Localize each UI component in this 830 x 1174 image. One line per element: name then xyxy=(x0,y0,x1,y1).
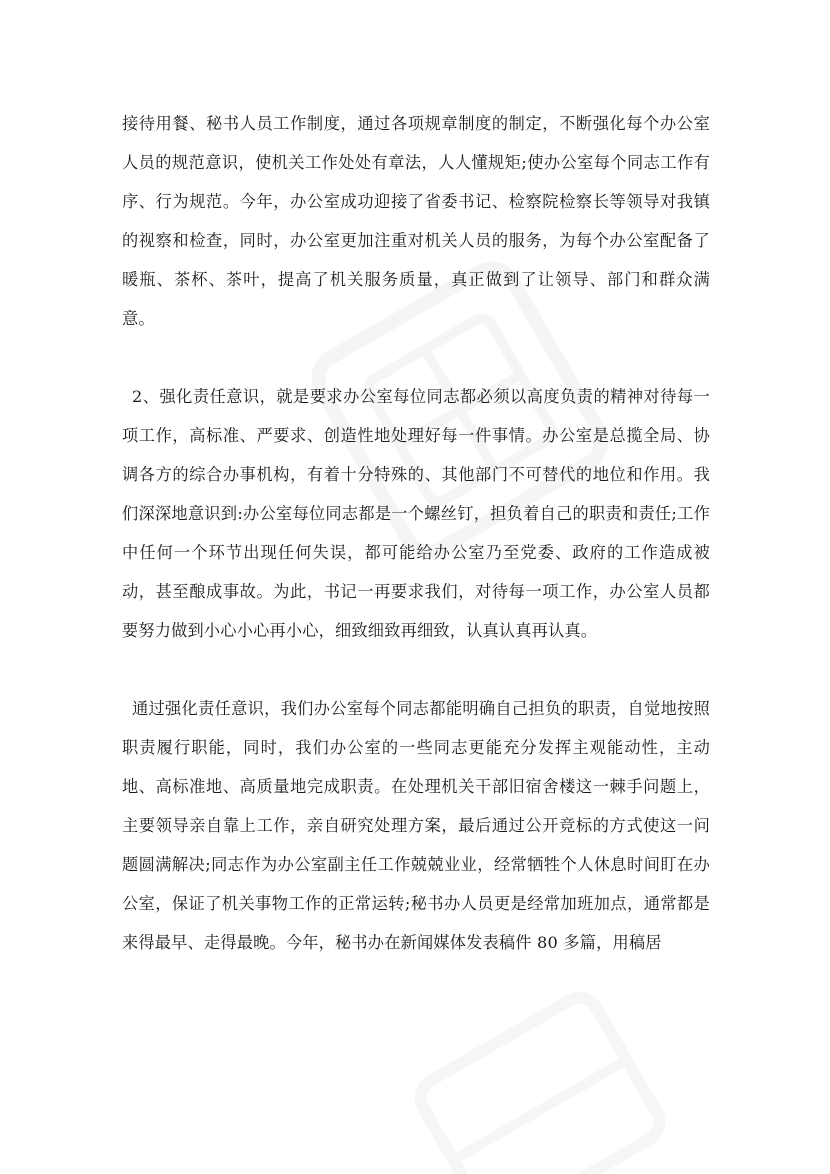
watermark-logo-icon-lower xyxy=(386,963,694,1174)
paragraph-gap xyxy=(122,650,710,689)
paragraph-2: 2、强化责任意识，就是要求办公室每位同志都必须以高度负责的精神对待每一项工作，高标准、严要求、创造性地处理好每一件事情。办公室是总揽全局、协调各方的综合办事机构，有着十分特殊的、其他部门不可替代的地位和作用。我们深深地意识到:办公室每位同志都是一个螺丝钉，担负着自己的职责和责任;工作中任何一个环节出现任何失误，都可能给办公室乃至党委、政府的工作造成被动，甚至酿成事故。为此，书记一再要求我们，对待每一项工作，办公室人员都要努力做到小心小心再小心，细致细致再细致，认真认真再认真。 xyxy=(122,387,710,640)
document-body xyxy=(122,104,710,962)
paragraph-gap xyxy=(122,338,710,377)
paragraph-3: 通过强化责任意识，我们办公室每个同志都能明确自己担负的职责，自觉地按照职责履行职能，同时，我们办公室的一些同志更能充分发挥主观能动性，主动地、高标准地、高质量地完成职责。在处理机关干部旧宿舍楼这一棘手问题上，主要领导亲自靠上工作，亲自研究处理方案，最后通过公开竞标的方式使这一问题圆满解决;同志作为办公室副主任工作兢兢业业，经常牺牲个人休息时间盯在办公室，保证了机关事物工作的正常运转;秘书办人员更是经常加班加点，通常都是来得最早、走得最晚。今年，秘书办在新闻媒体发表稿件 80 多篇，用稿居 xyxy=(122,699,710,952)
paragraph-1: 接待用餐、秘书人员工作制度，通过各项规章制度的制定，不断强化每个办公室人员的规范意识，使机关工作处处有章法，人人懂规矩;使办公室每个同志工作有序、行为规范。今年，办公室成功迎接了省委书记、检察院检察长等领导对我镇的视察和检查，同时，办公室更加注重对机关人员的服务，为每个办公室配备了暖瓶、茶杯、茶叶，提高了机关服务质量，真正做到了让领导、部门和群众满意。 xyxy=(122,114,710,328)
